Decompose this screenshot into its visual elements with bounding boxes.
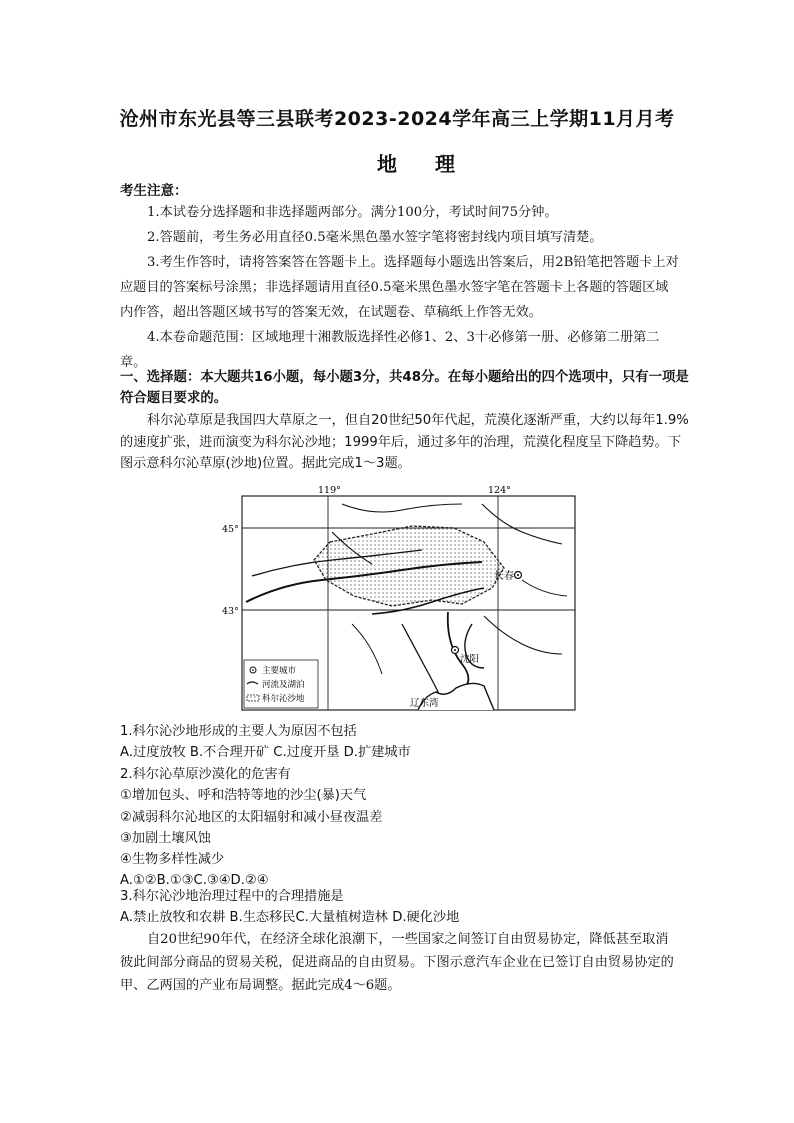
lat-label-45: 45° — [222, 524, 239, 535]
lon-label-124: 124° — [488, 485, 511, 496]
question-1 — [120, 721, 700, 764]
map-legend — [244, 660, 318, 708]
legend-city: 主要城市 — [262, 666, 297, 676]
city-label-changchun: 长春 — [494, 571, 514, 582]
section-heading: 一、选择题：本大题共16小题，每小题3分，共48分。在每小题给出的四个选项中，只有一项是符合题目要求的。 — [120, 370, 689, 406]
notice-heading: 考生注意： — [120, 183, 188, 199]
question-2 — [120, 764, 700, 892]
horqin-map — [222, 484, 578, 712]
question-stem: 2.科尔沁草原沙漠化的危害有 — [120, 767, 291, 782]
notice-item: 2.答题前，考生务必用直径0.5毫米黑色墨水签字笔将密封线内项目填写清楚。 — [147, 230, 603, 245]
notice-item: 4.本卷命题范围：区域地理十湘教版选择性必修1、2、3十必修第一册、必修第二册第二章。 — [120, 330, 660, 370]
legend-river: 河流及湖泊 — [262, 680, 305, 690]
lat-label-43: 43° — [222, 606, 239, 617]
page-title: 沧州市东光县等三县联考2023-2024学年高三上学期11月月考 — [119, 108, 675, 130]
passage-1: 科尔沁草原是我国四大草原之一，但自20世纪50年代起，荒漠化逐渐严重，大约以每年1.9%的速度扩张，进而演变为科尔沁沙地；1999年后，通过多年的治理，荒漠化程度呈下降趋势。下图示意科尔沁草原(沙地)位置。据此完成1～3题。 — [120, 413, 689, 471]
question-line: ②减弱科尔沁地区的太阳辐射和减小昼夜温差 — [120, 809, 383, 825]
city-label-shenyang: 沈阳 — [460, 654, 480, 665]
question-options: A.①②B.①③C.③④D.②④ — [120, 873, 269, 889]
question-stem: 1.科尔沁沙地形成的主要人为原因不包括 — [120, 724, 357, 739]
question-options: A.过度放牧 B.不合理开矿 C.过度开垦 D.扩建城市 — [120, 745, 411, 761]
question-stem: 3.科尔沁沙地治理过程中的合理措施是 — [120, 889, 344, 904]
subject-title: 地理 — [377, 152, 493, 176]
notice-item: 1.本试卷分选择题和非选择题两部分。满分100分，考试时间75分钟。 — [147, 205, 558, 220]
lon-label-119: 119° — [318, 485, 341, 496]
question-3 — [120, 886, 700, 929]
legend-sandy-land: 科尔沁沙地 — [262, 694, 305, 704]
bay-label: 辽东湾 — [410, 698, 439, 709]
passage-2: 自20世纪90年代，在经济全球化浪潮下，一些国家之间签订自由贸易协定，降低甚至取消彼此间部分商品的贸易关税，促进商品的自由贸易。下图示意汽车企业在已签订自由贸易协定的甲、乙两国的产业布局调整。据此完成4～6题。 — [120, 932, 674, 993]
question-line: ③加剧土壤风蚀 — [120, 830, 211, 846]
notice-item: 3.考生作答时，请将答案答在答题卡上。选择题每小题选出答案后，用2B铅笔把答题卡上对应题目的答案标号涂黑；非选择题请用直径0.5毫米黑色墨水签字笔在答题卡上各题的答题区域内作答，超出答题区域书写的答案无效，在试题卷、草稿纸上作答无效。 — [120, 255, 679, 320]
question-line: ①增加包头、呼和浩特等地的沙尘(暴)天气 — [120, 788, 367, 804]
question-options: A.禁止放牧和农耕 B.生态移民C.大量植树造林 D.硬化沙地 — [120, 910, 460, 926]
notice-list — [120, 200, 680, 375]
question-line: ④生物多样性减少 — [120, 852, 225, 868]
